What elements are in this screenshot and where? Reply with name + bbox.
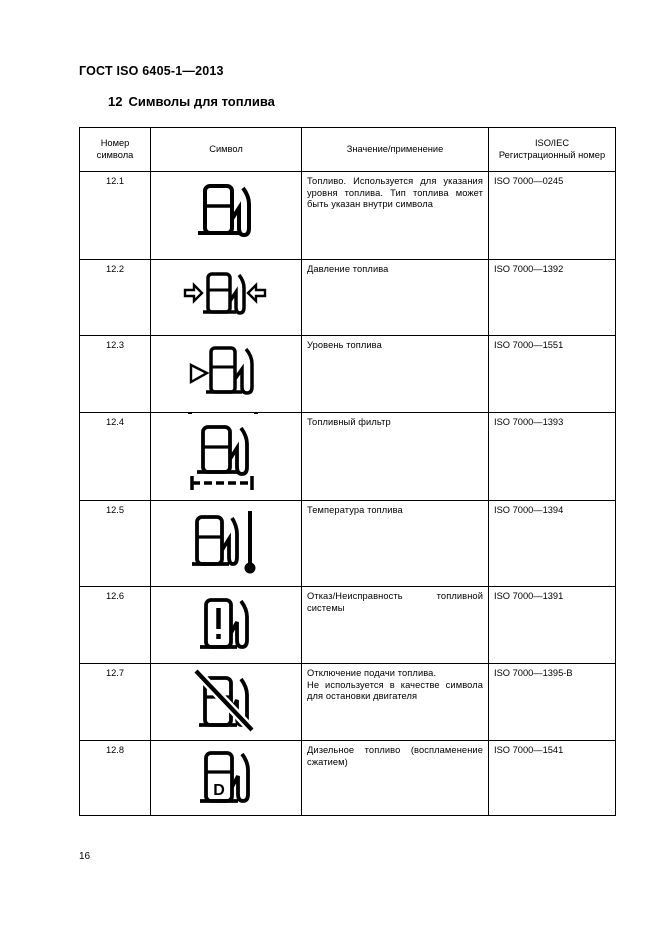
section-title: Символы для топлива xyxy=(128,94,275,109)
standard-title: ГОСТ ISO 6405-1—2013 xyxy=(79,64,224,78)
table-header-row xyxy=(80,128,616,172)
symbol-cell xyxy=(151,587,302,664)
fuel-filter-icon xyxy=(186,417,266,497)
table-row xyxy=(80,336,616,413)
registration-number: ISO 7000—1551 xyxy=(489,336,616,413)
table-row xyxy=(80,172,616,260)
fuel-level-icon xyxy=(186,340,266,400)
table-row xyxy=(80,501,616,587)
symbol-meaning: Отключение подачи топлива. Не используется в качестве символа для остановки двигателя xyxy=(302,664,489,741)
table-row xyxy=(80,587,616,664)
fuel-symbols-table xyxy=(79,127,616,816)
registration-number: ISO 7000—1394 xyxy=(489,501,616,587)
symbol-number: 12.8 xyxy=(80,741,151,816)
registration-number: ISO 7000—1391 xyxy=(489,587,616,664)
symbol-number: 12.4 xyxy=(80,413,151,501)
header-registration: ISO/IEC Регистрационный номер xyxy=(489,128,616,172)
symbol-cell xyxy=(151,501,302,587)
section-heading xyxy=(108,94,275,109)
header-number: Номер символа xyxy=(80,128,151,172)
symbol-meaning: Давление топлива xyxy=(302,260,489,336)
symbol-number: 12.7 xyxy=(80,664,151,741)
registration-number: ISO 7000—1541 xyxy=(489,741,616,816)
symbol-cell xyxy=(151,664,302,741)
registration-number: ISO 7000—0245 xyxy=(489,172,616,260)
symbol-meaning: Топливо. Используется для указания уровня топлива. Тип топлива может быть указан внутри символа xyxy=(302,172,489,260)
table-row xyxy=(80,664,616,741)
symbol-number: 12.2 xyxy=(80,260,151,336)
symbol-meaning: Дизельное топливо (воспламенение сжатием) xyxy=(302,741,489,816)
fuel-temperature-icon xyxy=(188,505,264,579)
symbol-cell xyxy=(151,741,302,816)
symbol-meaning: Уровень топлива xyxy=(302,336,489,413)
section-number: 12 xyxy=(108,94,123,109)
symbol-cell xyxy=(151,413,302,501)
symbol-meaning: Отказ/Неисправность топливной системы xyxy=(302,587,489,664)
header-meaning: Значение/применение xyxy=(302,128,489,172)
fuel-pressure-icon xyxy=(181,264,271,324)
registration-number: ISO 7000—1392 xyxy=(489,260,616,336)
tick-mark xyxy=(188,413,192,414)
symbol-cell xyxy=(151,172,302,260)
registration-number: ISO 7000—1395-B xyxy=(489,664,616,741)
symbol-number: 12.1 xyxy=(80,172,151,260)
symbol-number: 12.3 xyxy=(80,336,151,413)
tick-mark xyxy=(254,413,258,414)
fuel-system-failure-icon xyxy=(191,591,261,657)
page-number: 16 xyxy=(79,851,91,862)
fuel-shutoff-icon xyxy=(191,668,261,734)
table-row xyxy=(80,741,616,816)
table-row xyxy=(80,413,616,501)
diesel-letter: D xyxy=(213,782,225,799)
header-symbol: Символ xyxy=(151,128,302,172)
symbol-cell xyxy=(151,260,302,336)
symbol-number: 12.6 xyxy=(80,587,151,664)
fuel-icon xyxy=(191,176,261,246)
symbol-number: 12.5 xyxy=(80,501,151,587)
symbol-meaning: Температура топлива xyxy=(302,501,489,587)
diesel-fuel-icon xyxy=(191,745,261,811)
symbol-meaning: Топливный фильтр xyxy=(302,413,489,501)
symbol-cell xyxy=(151,336,302,413)
registration-number: ISO 7000—1393 xyxy=(489,413,616,501)
table-row xyxy=(80,260,616,336)
